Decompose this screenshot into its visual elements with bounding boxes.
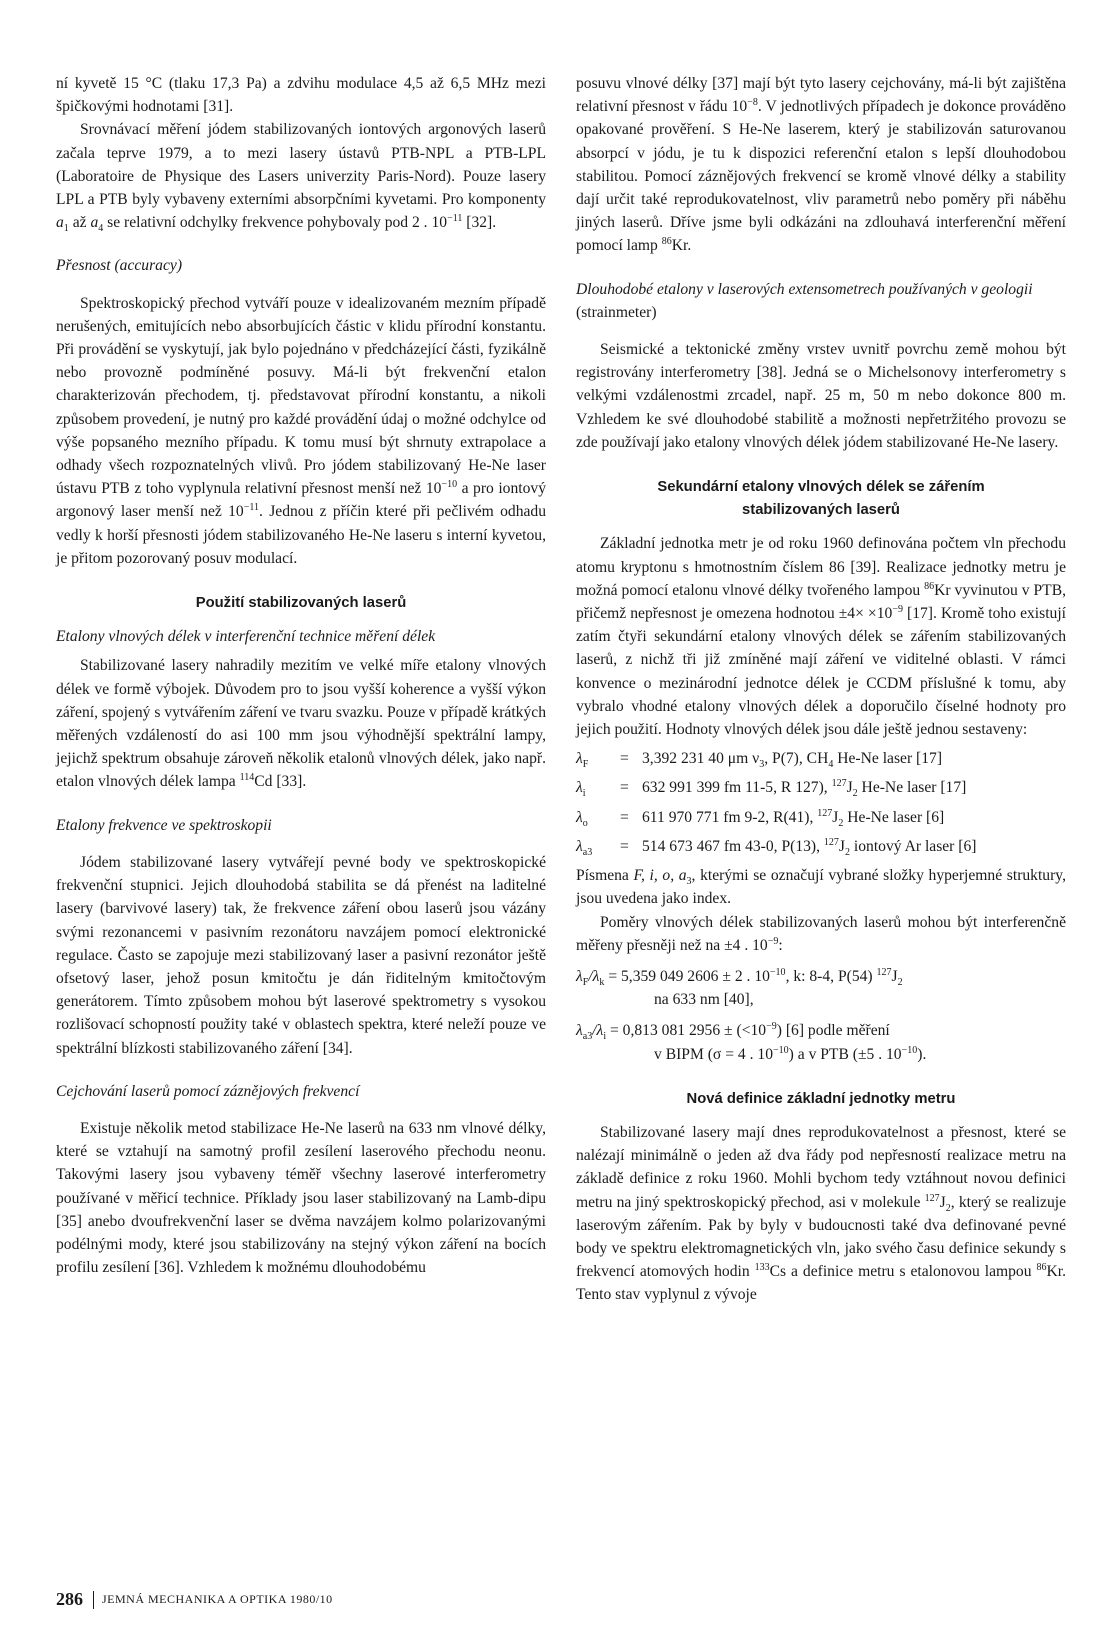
paragraph: Srovnávací měření jódem stabilizovaných iontových argonových laserů začala teprve 1979, a to mezi lasery ústavů PTB-NPL a PTB-LPL (Laboratoire de Physique des Lasers univerzity Paris-Nord). Pouze lasery LPL a PTB byly vybaveny externími absorpčními kyvetami. Pro komponenty $a_1$ až $a_4$ se relativní odchylky frekvence pohybovaly pod 2 . $10^{-11}$ [32]. <box>56 121 546 235</box>
subsection-heading-calibration: Cejchování laserů pomocí záznějových frekvencí <box>56 1082 360 1100</box>
ratio-equation: $\lambda_{a3}/\lambda_i = 0,813$ 081 $2956 \pm (<10^{-9})$ [6] podle měření v BIPM (σ = 4 . $10^{-10}$) a v PTB (±5 . $10^{-10}$). <box>576 1021 927 1063</box>
page-footer <box>56 1589 333 1610</box>
paragraph: ní kyvetě 15 °C (tlaku 17,3 Pa) a zdvihu modulace 4,5 až 6,5 MHz mezi špičkovými hodnotami [31]. <box>56 75 546 116</box>
paragraph: posuvu vlnové délky [37] mají být tyto lasery cejchovány, má-li být zajištěna relativní přesnost v řádu $10^{-8}$. V jednotlivých případech je dokonce prováděno opakované prověření. S He-Ne laserem, který je stabilizován saturovanou absorpcí v jódu, je tu k dispozici referenční etalon s lepší dlouhodobou stabilitou. Pomocí záznějových frekvencí se kromě vlnové délky a stability dají určit také reprodukovatelnost, vliv parametrů nebo poměry při náběhu jiných laserů. Dříve jsme byli odkázáni na zdlouhavá interferenční měření pomocí lamp $^{86}$Kr. <box>576 75 1066 255</box>
section-heading-new-definition: Nová definice základní jednotky metru <box>686 1090 956 1107</box>
section-heading-secondary: Sekundární etalony vlnových délek se zářením stabilizovaných laserů <box>657 479 985 519</box>
paragraph: Spektroskopický přechod vytváří pouze v idealizovaném mezním případě nerušených, emitujících nebo absorbujících částic v klidu přírodní konstantu. Při provádění se vyskytují, jak bylo pojednáno v předcházející části, fyzikálně nebo provozně podmíněné posuvy. Má-li být frekvenční etalon charakterizován přechodem, tj. představovat přírodní konstantu, a nikoli způsobem provedení, je nutný pro každé provádění údaj o možné odchylce od výše popsaného mezního případu. K tomu musí být shrnuty extrapolace a odhady všech rozpoznatelných vlivů. Pro jódem stabilizovaný He-Ne laser ústavu PTB z toho vyplynula relativní přesnost menší než $10^{-10}$ a pro iontový argonový laser menší než $10^{-11}$. Jednou z příčin které při pečlivém odhadu vedly k horší přesnosti jódem stabilizovaného He-Ne laseru s interní kyvetou, je přitom pozorovaný posuv modulací. <box>56 294 547 567</box>
section-heading-accuracy: Přesnost (accuracy) <box>56 257 183 275</box>
paragraph: Jódem stabilizované lasery vytvářejí pevné body ve spektroskopické frekvenční stupnici. Jejich dlouhodobá stabilita se dá přenést na laditelné lasery (barvivové lasery) tak, že frekvence záření obou laserů jsou vázány svými rezonancemi v pasivním rezonátoru navzájem pomocí elektronické regulace. Často se zapojuje mezi stabilizovaný laser a pasivní rezonátor ještě ofsetový laser, jehož posun kmitočtu je dán řiditelným kmitočtovým generátorem. Tímto způsobem mohou být laserové spektrometry s vysokou rozlišovací schopností použity také v oblastech spektra, které neleží pouze ve spektrální blízkosti stabilizovaného záření [34]. <box>56 853 546 1057</box>
paragraph: Stabilizované lasery mají dnes reprodukovatelnost a přesnost, které se nalézají minimálně o jeden až dva řády pod nepřesností realizace metru na základě definice z roku 1960. Mohli bychom tedy vztáhnout novou definici metru na jiný spektroskopický přechod, asi v molekule $^{127}J_2$, který se realizuje laserovým zářením. Pak by byly v budoucnosti také dva definované pevné body ve spektru elektromagnetických vln, jako svého času definice sekundy s frekvencí atomových hodin $^{133}$Cs a definice metru s etalonovou lampou $^{86}$Kr. Tento stav vyplynul z vývoje <box>576 1123 1066 1304</box>
ratio-equation: $\lambda_F/\lambda_k = 5,359$ 049 2606 ± 2 . $10^{-10}$, k: 8-4, P(54) $^{127}J_2$ na 633 nm [40], <box>576 966 903 1009</box>
paragraph: Seismické a tektonické změny vrstev uvnitř povrchu země mohou být registrovány interferometry [38]. Jedná se o Michelsonovy interferometry s velkými vzdálenostmi zrcadel, např. 25 m, 50 m nebo dokonce 800 m. Vzhledem ke své dlouhodobé stabilitě a možnosti nepřetržitého provozu se zde používají jako etalony vlnových délek jódem stabilizované He-Ne lasery. <box>576 341 1066 451</box>
paragraph: Poměry vlnových délek stabilizovaných laserů mohou být interferenčně měřeny přesněji než na ±4 . $10^{-9}$: <box>576 913 1066 954</box>
section-heading-use: Použití stabilizovaných laserů <box>195 595 407 612</box>
paragraph: Existuje několik metod stabilizace He-Ne laserů na 633 nm vlnové délky, které se vztahují na samotný profil zesílení laserového přechodu neonu. Takovými lasery jsou vybaveny téměř všechny laserové interferometry používané v měřicí technice. Příklady jsou laser stabilizovaný na Lamb-dipu [35] anebo dvoufrekvenční laser se dvěma navzájem kolmo polarizovanými podélnými mody, které jsou stabilizovány na stejný výkon záření na bocích profilu zesílení [36]. Vzhledem k možnému dlouhodobému <box>56 1119 546 1277</box>
wavelength-equation: $\lambda_o$ = 611 970 771 fm 9-2, R(41), $^{127}J_2$ He-Ne laser [6] <box>576 807 945 829</box>
journal-name: JEMNÁ MECHANIKA A OPTIKA 1980/10 <box>102 1592 333 1606</box>
right-column <box>576 72 1066 1307</box>
wavelength-equation: $\lambda_F$ = 3,392 231 40 μm $\nu_3$, P(7), $CH_4$ He-Ne laser [17] <box>576 750 943 771</box>
subsection-heading-frequency: Etalony frekvence ve spektroskopii <box>56 816 272 834</box>
wavelength-equation: $\lambda_i$ = 632 991 399 fm 11-5, R 127), $^{127}J_2$ He-Ne laser [17] <box>576 778 967 800</box>
left-column <box>56 72 546 1279</box>
paragraph: Stabilizované lasery nahradily mezitím ve velké míře etalony vlnových délek ve formě výbojek. Důvodem pro to jsou vyšší koherence a vyšší výkon záření, spojený s vytvářením záření ve tvaru svazku. Pouze v případě krátkých měřených vzdáleností do asi 100 mm jsou výhodnější spektrální lampy, jejichž spektrum obsahuje zároveň několik etalonů vlnových délek, jako např. etalon vlnových délek lampa $^{114}$Cd [33]. <box>56 657 546 791</box>
paragraph: Písmena F, i, o, $a_3$, kterými se označují vybrané složky hyperjemné struktury, jsou uvedena jako index. <box>576 867 1066 908</box>
wavelength-equation: $\lambda_{a3}$ = 514 673 467 fm 43-0, P(13), $^{127}J_2$ iontový Ar laser [6] <box>576 836 977 858</box>
page-number: 286 <box>56 1589 83 1609</box>
subsection-heading-geology: Dlouhodobé etalony v laserových extensometrech používaných v geologii (strainmeter) <box>576 280 1033 321</box>
divider <box>93 1591 94 1609</box>
paragraph: Základní jednotka metr je od roku 1960 definována počtem vln přechodu atomu kryptonu s hmotnostním číslem 86 [39]. Realizace jednotky metru je možná pomocí etalonu vlnové délky tvořeného lampou $^{86}$Kr vyvinutou v PTB, přičemž nepřesnost je omezena hodnotou $\pm 4\times \times 10^{-9}$ [17]. Kromě toho existují zatím čtyři sekundární etalony vlnových délek se zářením stabilizovaných laserů, z nichž tři již zmíněné mají záření ve viditelné oblasti. V rámci konvence o mezinárodní jednotce délek je CCDM příslušné k tomu, aby vybralo vhodné etalony vlnových délek a doporučilo číselné hodnoty pro jejich použití. Hodnoty vlnových délek jsou dále ještě jednou sestaveny: <box>576 535 1066 739</box>
subsection-heading-etalons: Etalony vlnových délek v interferenční technice měření délek <box>56 628 436 646</box>
